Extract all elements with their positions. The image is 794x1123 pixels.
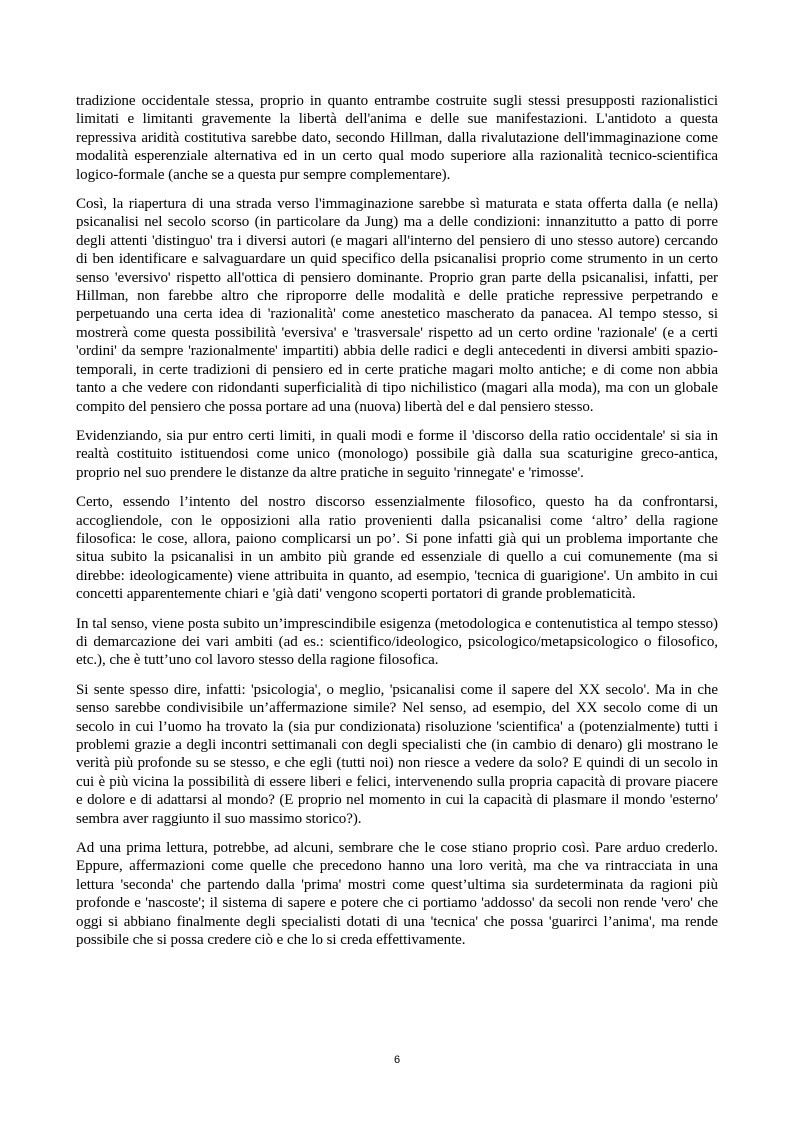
page-body: [76, 92, 718, 960]
paragraph-2: Così, la riapertura di una strada verso l'immaginazione sarebbe sì maturata e stata offerta dalla (e nella) psicanalisi nel secolo scorso (in particolare da Jung) ma a delle condizioni: innanzitutto a patto di porre degli attenti 'distinguo' tra i diversi autori (e magari all'interno del pensiero di uno stesso autore) cercando di ben identificare e salvaguardare un quid specifico della psicanalisi proprio come strumento in un certo senso 'eversivo' rispetto all'ottica di pensiero dominante. Proprio gran parte della psicanalisi, infatti, per Hillman, non farebbe altro che riproporre delle modalità e delle pratiche repressive perpetrando e perpetuando una certa idea di 'razionalità' come anestetico mascherato da panacea. Al tempo stesso, si mostrerà come questa possibilità 'eversiva' e 'trasversale' rispetto ad un certo ordine 'razionale' (e a certi 'ordini' da sempre 'razionalmente' impartiti) abbia delle radici e degli antecedenti in diversi ambiti spazio-temporali, in certe tradizioni di pensiero ed in certe pratiche magari molto antiche; e di come non abbia tanto a che vedere con ridondanti superficialità di tipo nichilistico (magari alla moda), ma con un globale compito del pensiero che possa portare ad una (nuova) libertà del e dal pensiero stesso.: [76, 196, 718, 415]
paragraph-4: Certo, essendo l’intento del nostro discorso essenzialmente filosofico, questo ha da confrontarsi, accogliendole, con le opposizioni alla ratio provenienti dalla psicanalisi come ‘altro’ della ragione filosofica: le cose, allora, paiono complicarsi un po’. Si pone infatti già qui un problema importante che situa subito la psicanalisi in un ambito più grande ed essenziale di quello a cui comunemente (ma si direbbe: ideologicamente) viene attribuita in quanto, ad esempio, 'tecnica di guarigione'. Un ambito in cui concetti apparentemente chiari e 'già dati' vengono scoperti portatori di grande problematicità.: [76, 494, 718, 603]
page-number: 6: [393, 1054, 401, 1066]
paragraph-3: Evidenziando, sia pur entro certi limiti, in quali modi e forme il 'discorso della ratio occidentale' si sia in realtà costituito istituendosi come unico (monologo) possibile già dalla sua scaturigine greco-antica, proprio nel suo prendere le distanze da altre pratiche in seguito 'rinnegate' e 'rimosse'.: [76, 427, 718, 481]
paragraph-5: In tal senso, viene posta subito un’imprescindibile esigenza (metodologica e contenutistica al tempo stesso) di demarcazione dei vari ambiti (ad es.: scientifico/ideologico, psicologico/metapsicologico o filosofico, etc.), che è tutt’uno col lavoro stesso della ragione filosofica.: [76, 615, 718, 669]
paragraph-1: tradizione occidentale stessa, proprio in quanto entrambe costruite sugli stessi presupposti razionalistici limitati e limitanti gravemente la libertà dell'anima e delle sue manifestazioni. L'antidoto a questa repressiva aridità costitutiva sarebbe dato, secondo Hillman, dalla rivalutazione dell'immaginazione come modalità esperenziale alternativa ed in un certo qual modo superiore alla razionalità tecnico-scientifica logico-formale (anche se a questa pur sempre complementare).: [76, 93, 718, 183]
paragraph-6: Si sente spesso dire, infatti: 'psicologia', o meglio, 'psicanalisi come il sapere del XX secolo'. Ma in che senso sarebbe condivisibile un’affermazione simile? Nel senso, ad esempio, del XX secolo come di un secolo in cui l’uomo ha trovato la (sia pur condizionata) risoluzione 'scientifica' a (potenzialmente) tutti i problemi grazie a degli incontri settimanali con degli specialisti che (in cambio di denaro) gli mostrano le verità più profonde su se stesso, e che egli (tutti noi) non riesce a vedere da solo? E quindi di un secolo in cui è più vicina la possibilità di essere liberi e felici, intervenendo sulla propria capacità di provare piacere e dolore e di adattarsi al mondo? (E proprio nel momento in cui la capacità di plasmare il mondo 'esterno' sembra aver raggiunto il suo massimo storico?).: [76, 681, 718, 827]
paragraph-7: Ad una prima lettura, potrebbe, ad alcuni, sembrare che le cose stiano proprio così. Pare arduo crederlo. Eppure, affermazioni come quelle che precedono hanno una loro verità, ma che va rintracciata in una lettura 'seconda' che partendo dalla 'prima' mostri come quest’ultima sia surdeterminata da ragioni più profonde e 'nascoste'; il sistema di sapere e potere che ci portiamo 'addosso' da secoli non rende 'vero' che oggi si abbiano finalmente degli specialisti dotati di una 'tecnica' che possa 'guarirci l’anima', ma rende possibile che si possa credere ciò e che lo si creda effettivamente.: [76, 840, 718, 949]
